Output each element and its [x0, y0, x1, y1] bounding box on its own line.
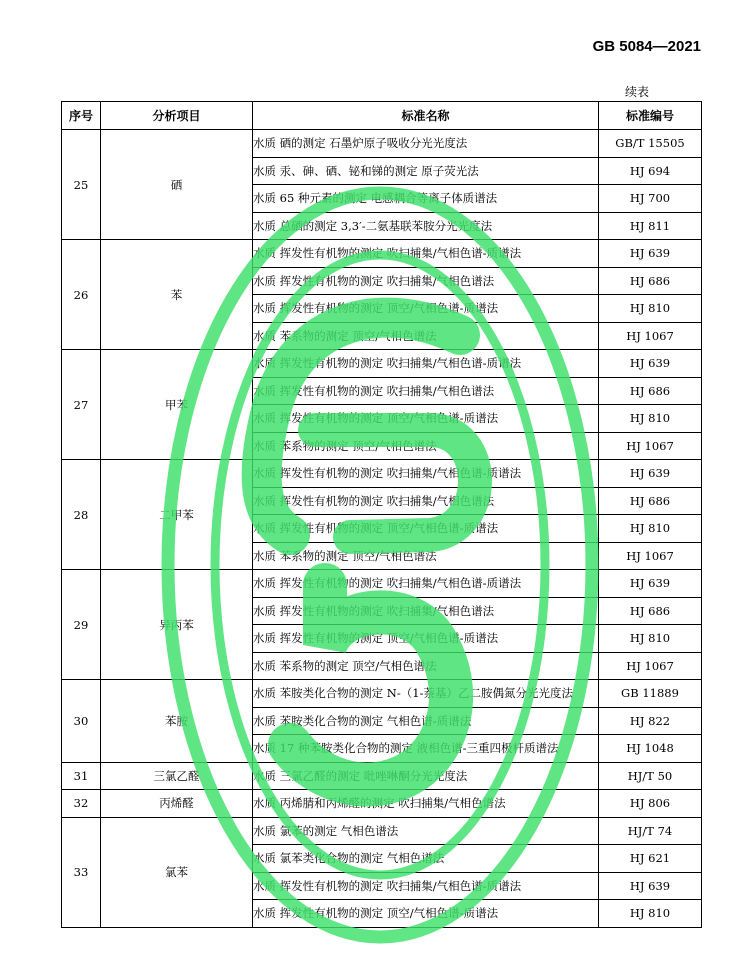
standard-code-cell: HJ/T 50	[599, 762, 702, 790]
standard-code-cell: HJ 822	[599, 707, 702, 735]
standard-name-cell: 水质 三氯乙醛的测定 吡唑啉酮分光光度法	[253, 762, 599, 790]
standard-name-cell: 水质 挥发性有机物的测定 吹扫捕集/气相色谱法	[253, 377, 599, 405]
table-row	[62, 460, 702, 488]
table-header-row	[62, 102, 702, 130]
standard-code-cell: HJ 686	[599, 267, 702, 295]
standard-name-cell: 水质 挥发性有机物的测定 吹扫捕集/气相色谱法	[253, 597, 599, 625]
standard-code-cell: HJ 639	[599, 240, 702, 268]
standard-code-cell: HJ 686	[599, 377, 702, 405]
standard-code-cell: HJ 639	[599, 570, 702, 598]
standard-name-cell: 水质 汞、砷、硒、铋和锑的测定 原子荧光法	[253, 157, 599, 185]
standard-name-cell: 水质 挥发性有机物的测定 顶空/气相色谱-质谱法	[253, 515, 599, 543]
row-item-cell: 二甲苯	[101, 460, 253, 570]
standard-name-cell: 水质 挥发性有机物的测定 吹扫捕集/气相色谱-质谱法	[253, 570, 599, 598]
standard-name-cell: 水质 挥发性有机物的测定 吹扫捕集/气相色谱-质谱法	[253, 872, 599, 900]
standard-code-cell: HJ 700	[599, 185, 702, 213]
standard-code-cell: HJ 686	[599, 597, 702, 625]
standard-code-cell: HJ 810	[599, 515, 702, 543]
standard-code-cell: HJ 1067	[599, 652, 702, 680]
row-seq-cell: 27	[62, 350, 101, 460]
standard-name-cell: 水质 挥发性有机物的测定 顶空/气相色谱-质谱法	[253, 900, 599, 928]
standard-name-cell: 水质 挥发性有机物的测定 顶空/气相色谱-质谱法	[253, 295, 599, 323]
standard-name-cell: 水质 苯系物的测定 顶空/气相色谱法	[253, 652, 599, 680]
standard-code-cell: HJ 694	[599, 157, 702, 185]
standard-code-cell: HJ/T 74	[599, 817, 702, 845]
table-row	[62, 570, 702, 598]
row-seq-cell: 26	[62, 240, 101, 350]
row-seq-cell: 32	[62, 790, 101, 818]
standard-name-cell: 水质 挥发性有机物的测定 吹扫捕集/气相色谱-质谱法	[253, 460, 599, 488]
standard-code-cell: HJ 810	[599, 295, 702, 323]
standard-name-cell: 水质 苯系物的测定 顶空/气相色谱法	[253, 432, 599, 460]
standard-name-cell: 水质 挥发性有机物的测定 吹扫捕集/气相色谱法	[253, 267, 599, 295]
column-header-item: 分析项目	[101, 102, 253, 130]
standard-code-cell: HJ 1067	[599, 542, 702, 570]
table-row	[62, 817, 702, 845]
table-body	[62, 130, 702, 928]
standard-name-cell: 水质 挥发性有机物的测定 吹扫捕集/气相色谱法	[253, 487, 599, 515]
standards-table	[61, 101, 702, 928]
standard-code-cell: GB/T 15505	[599, 130, 702, 158]
table-row	[62, 130, 702, 158]
table-row	[62, 240, 702, 268]
table-row	[62, 350, 702, 378]
standard-code-cell: HJ 1067	[599, 322, 702, 350]
standard-name-cell: 水质 氯苯类化合物的测定 气相色谱法	[253, 845, 599, 873]
standard-name-cell: 水质 挥发性有机物的测定 吹扫捕集/气相色谱-质谱法	[253, 350, 599, 378]
table-row	[62, 762, 702, 790]
standard-name-cell: 水质 挥发性有机物的测定 吹扫捕集/气相色谱-质谱法	[253, 240, 599, 268]
standard-name-cell: 水质 苯胺类化合物的测定 气相色谱-质谱法	[253, 707, 599, 735]
standard-code-cell: GB 11889	[599, 680, 702, 708]
row-seq-cell: 33	[62, 817, 101, 927]
standard-code-cell: HJ 686	[599, 487, 702, 515]
row-item-cell: 甲苯	[101, 350, 253, 460]
row-seq-cell: 28	[62, 460, 101, 570]
column-header-code: 标准编号	[599, 102, 702, 130]
column-header-seq: 序号	[62, 102, 101, 130]
row-item-cell: 丙烯醛	[101, 790, 253, 818]
row-seq-cell: 31	[62, 762, 101, 790]
standard-code-cell: HJ 810	[599, 625, 702, 653]
row-item-cell: 异丙苯	[101, 570, 253, 680]
standard-code-cell: HJ 639	[599, 350, 702, 378]
table-row	[62, 680, 702, 708]
standard-code-cell: HJ 621	[599, 845, 702, 873]
standard-name-cell: 水质 苯系物的测定 顶空/气相色谱法	[253, 322, 599, 350]
standard-name-cell: 水质 17 种苯胺类化合物的测定 液相色谱-三重四极杆质谱法	[253, 735, 599, 763]
row-item-cell: 三氯乙醛	[101, 762, 253, 790]
standard-name-cell: 水质 挥发性有机物的测定 顶空/气相色谱-质谱法	[253, 405, 599, 433]
row-item-cell: 苯胺	[101, 680, 253, 763]
standard-code-cell: HJ 810	[599, 405, 702, 433]
row-item-cell: 氯苯	[101, 817, 253, 927]
column-header-name: 标准名称	[253, 102, 599, 130]
standard-code-cell: HJ 639	[599, 460, 702, 488]
standard-code-cell: HJ 806	[599, 790, 702, 818]
standard-name-cell: 水质 氯苯的测定 气相色谱法	[253, 817, 599, 845]
standard-code-cell: HJ 639	[599, 872, 702, 900]
table-row	[62, 790, 702, 818]
standard-name-cell: 水质 丙烯腈和丙烯醛的测定 吹扫捕集/气相色谱法	[253, 790, 599, 818]
row-seq-cell: 25	[62, 130, 101, 240]
standard-code-cell: HJ 1048	[599, 735, 702, 763]
standard-code-cell: HJ 1067	[599, 432, 702, 460]
standard-name-cell: 水质 硒的测定 石墨炉原子吸收分光光度法	[253, 130, 599, 158]
standard-code-cell: HJ 810	[599, 900, 702, 928]
standard-name-cell: 水质 总硒的测定 3,3′-二氨基联苯胺分光光度法	[253, 212, 599, 240]
standard-name-cell: 水质 挥发性有机物的测定 顶空/气相色谱-质谱法	[253, 625, 599, 653]
standard-name-cell: 水质 65 种元素的测定 电感耦合等离子体质谱法	[253, 185, 599, 213]
row-item-cell: 苯	[101, 240, 253, 350]
standard-name-cell: 水质 苯系物的测定 顶空/气相色谱法	[253, 542, 599, 570]
row-seq-cell: 30	[62, 680, 101, 763]
standard-name-cell: 水质 苯胺类化合物的测定 N-（1-萘基）乙二胺偶氮分光光度法	[253, 680, 599, 708]
row-seq-cell: 29	[62, 570, 101, 680]
standard-code-cell: HJ 811	[599, 212, 702, 240]
document-code: GB 5084—2021	[592, 38, 701, 55]
row-item-cell: 硒	[101, 130, 253, 240]
continued-label: 续表	[625, 85, 650, 99]
